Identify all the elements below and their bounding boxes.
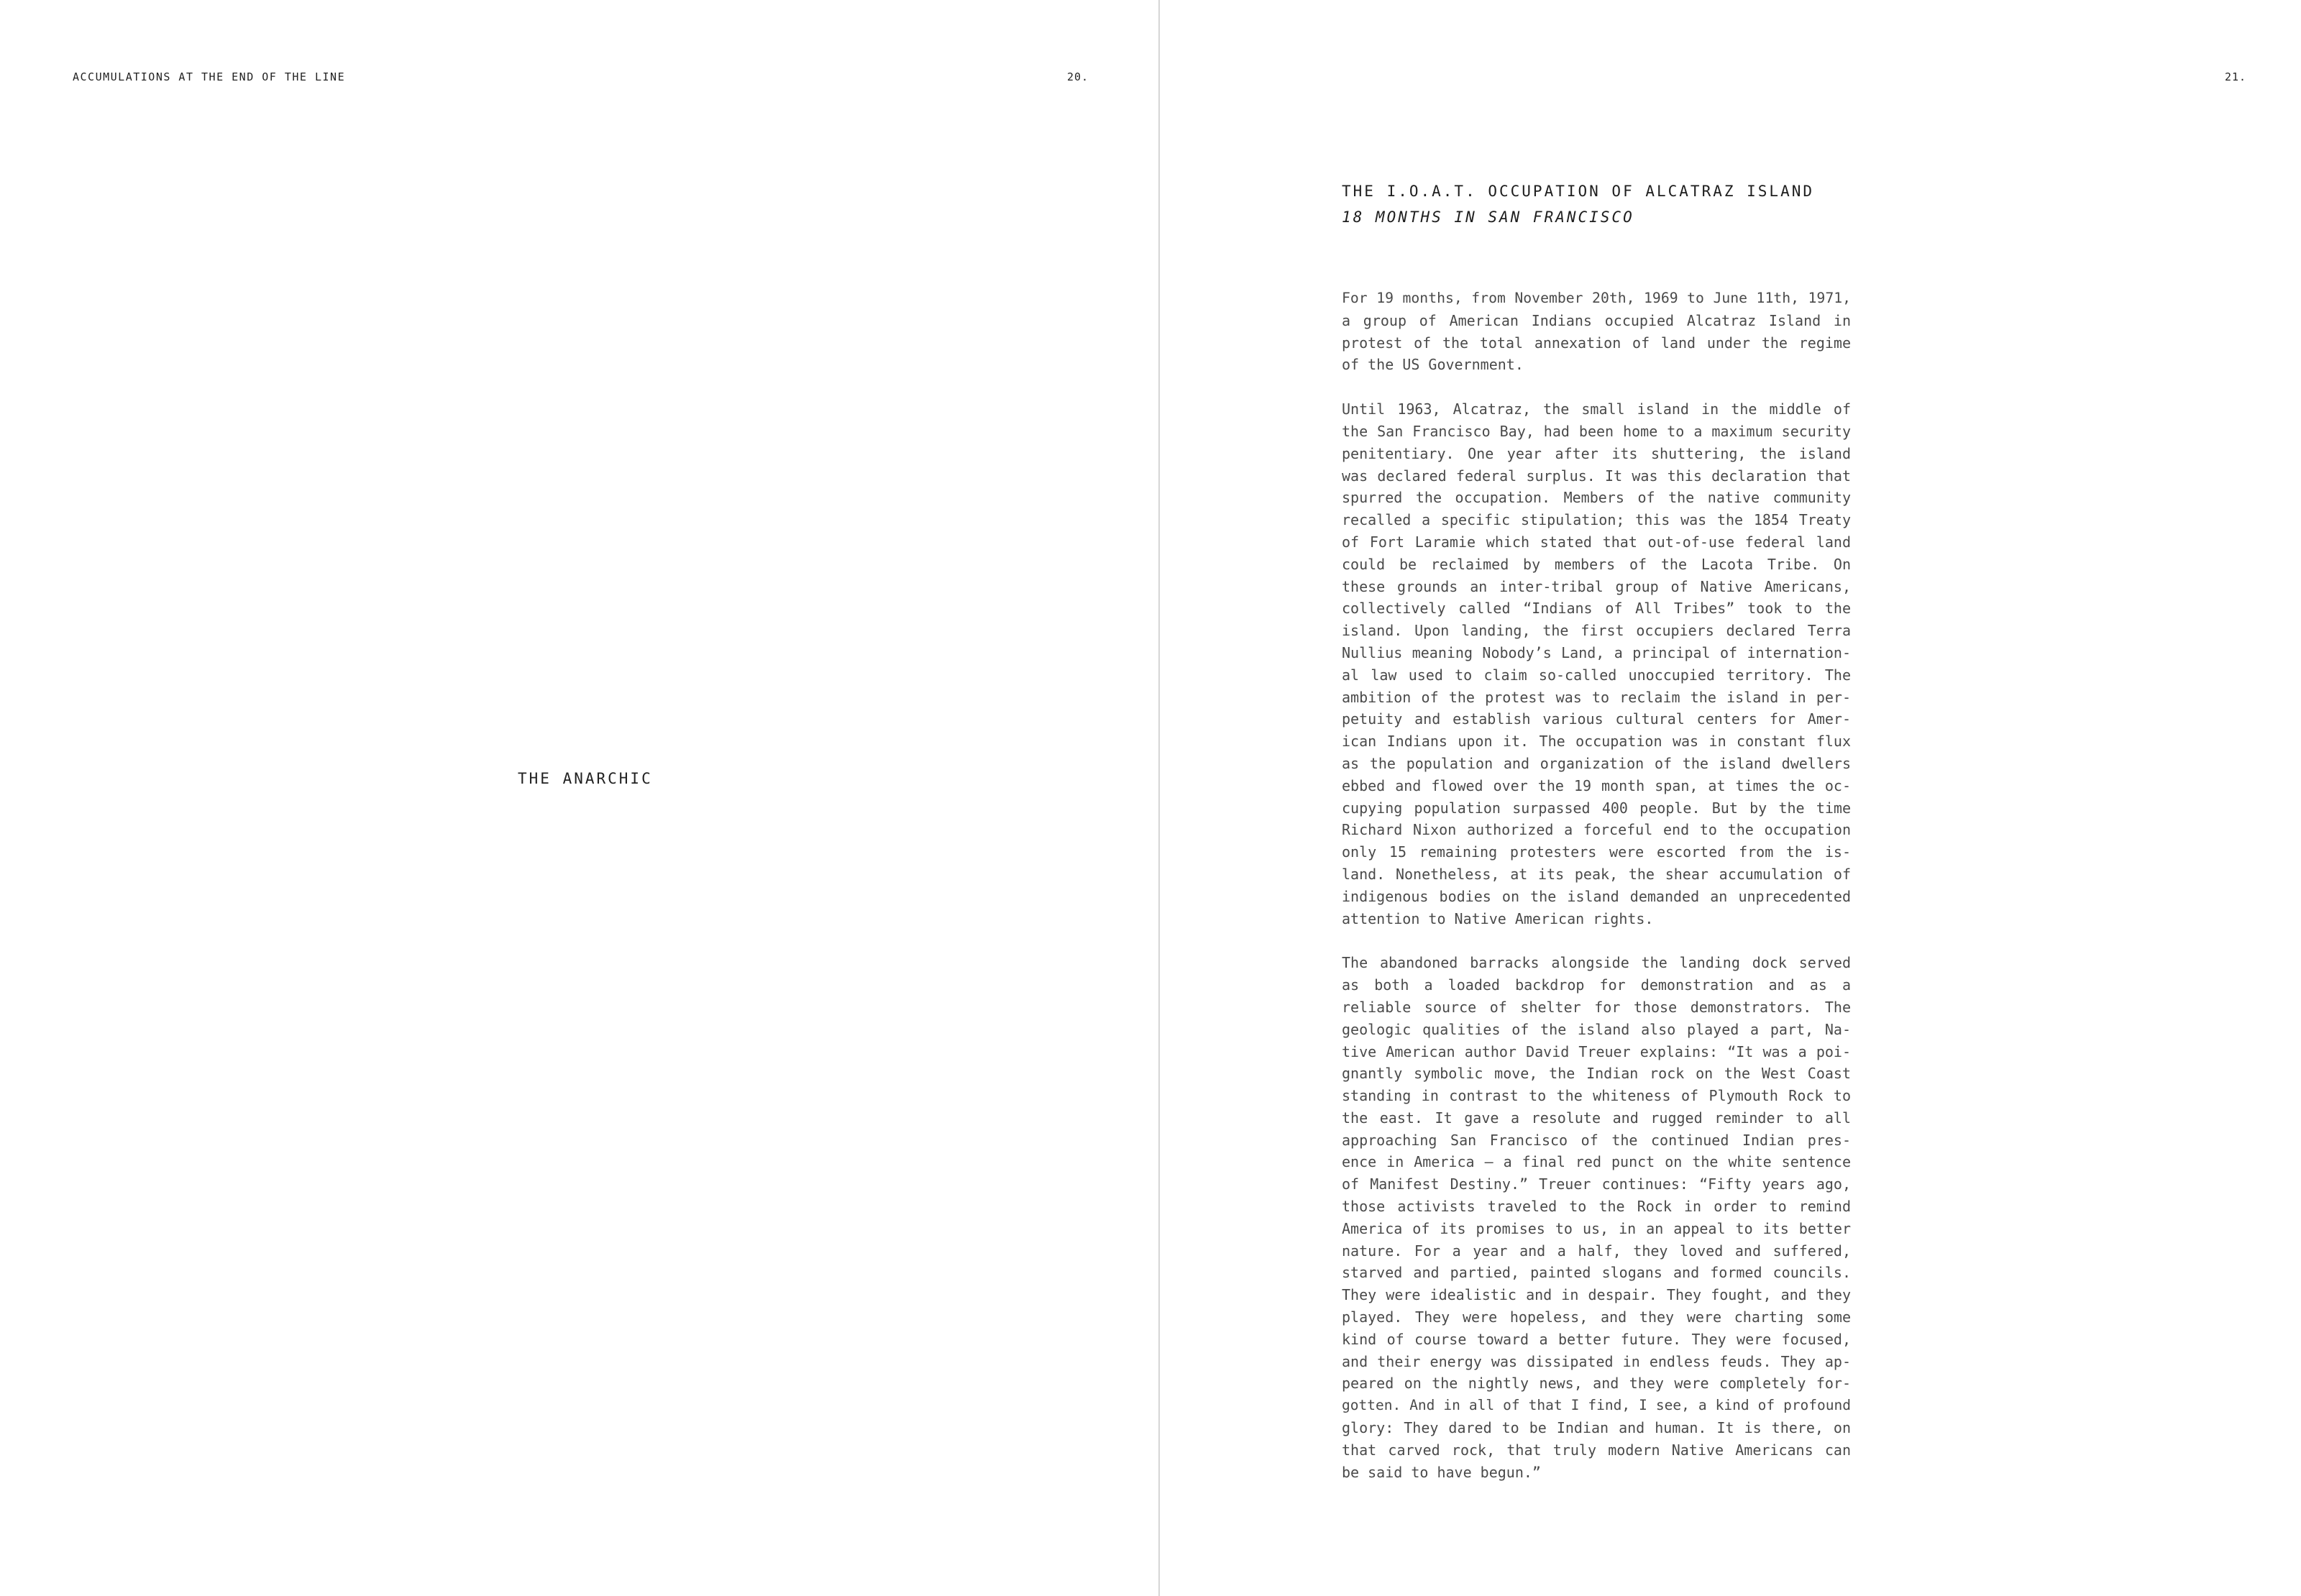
text-line: that carved rock, that truly modern Native Americans can: [1342, 1441, 1851, 1459]
text-line: penitentiary. One year after its shuttering, the island: [1342, 444, 1851, 462]
text-line: of Manifest Destiny.” Treuer continues: “Fifty years ago,: [1342, 1175, 1851, 1193]
text-line: could be reclaimed by members of the Lacota Tribe. On: [1342, 555, 1851, 573]
page-number-right: 21.: [2225, 70, 2247, 83]
text-line: indigenous bodies on the island demanded an unprecedented: [1342, 887, 1851, 905]
text-line: ebbed and flowed over the 19 month span, at times the oc-: [1342, 776, 1851, 794]
text-line: and their energy was dissipated in endless feuds. They ap-: [1342, 1352, 1851, 1370]
text-line: Richard Nixon authorized a forceful end to the occupation: [1342, 821, 1851, 839]
text-line: starved and partied, painted slogans and formed councils.: [1342, 1264, 1851, 1282]
text-line: nature. For a year and a half, they loved and suffered,: [1342, 1242, 1851, 1260]
text-line: glory: They dared to be Indian and human. It is there, on: [1342, 1419, 1851, 1437]
text-line: as the population and organization of the island dwellers: [1342, 754, 1851, 772]
text-line: of the US Government.: [1342, 356, 1524, 374]
article: [1342, 178, 1851, 1505]
text-line: spurred the occupation. Members of the native community: [1342, 489, 1851, 507]
text-line: approaching San Francisco of the continued Indian pres-: [1342, 1131, 1851, 1149]
text-line: ican Indians upon it. The occupation was in constant flux: [1342, 733, 1851, 751]
running-head: ACCUMULATIONS AT THE END OF THE LINE: [73, 70, 346, 83]
text-line: ambition of the protest was to reclaim the island in per-: [1342, 688, 1851, 706]
text-line: island. Upon landing, the first occupiers declared Terra: [1342, 622, 1851, 640]
text-line: tive American author David Treuer explains: “It was a poi-: [1342, 1042, 1851, 1060]
page-number-left: 20.: [1067, 70, 1089, 83]
text-line: the east. It gave a resolute and rugged reminder to all: [1342, 1109, 1851, 1127]
text-line: collectively called “Indians of All Tribes” took to the: [1342, 600, 1851, 618]
text-line: For 19 months, from November 20th, 1969 to June 11th, 1971,: [1342, 290, 1851, 306]
text-line: reliable source of shelter for those demonstrators. The: [1342, 998, 1851, 1016]
text-line: gotten. And in all of that I find, I see, a kind of profound: [1342, 1397, 1851, 1414]
text-line: gnantly symbolic move, the Indian rock on the West Coast: [1342, 1065, 1851, 1083]
text-line: played. They were hopeless, and they were charting some: [1342, 1308, 1851, 1326]
text-line: geologic qualities of the island also played a part, Na-: [1342, 1020, 1851, 1038]
text-line: Until 1963, Alcatraz, the small island in the middle of: [1342, 400, 1851, 418]
text-line: the San Francisco Bay, had been home to a maximum security: [1342, 422, 1851, 440]
text-line: those activists traveled to the Rock in order to remind: [1342, 1198, 1851, 1216]
text-line: The abandoned barracks alongside the landing dock served: [1342, 954, 1851, 972]
text-line: They were idealistic and in despair. They fought, and they: [1342, 1286, 1851, 1304]
text-line: land. Nonetheless, at its peak, the shear accumulation of: [1342, 865, 1851, 883]
article-subtitle: 18 MONTHS IN SAN FRANCISCO: [1342, 208, 1634, 226]
text-line: standing in contrast to the whiteness of Plymouth Rock to: [1342, 1087, 1851, 1105]
text-line: kind of course toward a better future. They were focused,: [1342, 1330, 1851, 1348]
text-line: only 15 remaining protesters were escorted from the is-: [1342, 843, 1851, 861]
text-line: petuity and establish various cultural centers for Amer-: [1342, 710, 1851, 728]
article-title: THE I.O.A.T. OCCUPATION OF ALCATRAZ ISLAND: [1342, 183, 1815, 200]
text-line: a group of American Indians occupied Alcatraz Island in: [1342, 311, 1851, 329]
text-line: ence in America — a final red punct on the white sentence: [1342, 1153, 1851, 1171]
text-line: these grounds an inter-tribal group of Native Americans,: [1342, 577, 1851, 595]
text-line: peared on the nightly news, and they were completely for-: [1342, 1375, 1851, 1393]
text-line: cupying population surpassed 400 people. But by the time: [1342, 799, 1851, 817]
text-line: al law used to claim so-called unoccupied territory. The: [1342, 666, 1851, 684]
text-line: was declared federal surplus. It was this declaration that: [1342, 467, 1851, 485]
text-line: of Fort Laramie which stated that out-of-use federal land: [1342, 533, 1851, 551]
text-line: be said to have begun.”: [1342, 1463, 1541, 1481]
body-paragraph: [1342, 288, 1851, 376]
article-body: [1342, 288, 1851, 1483]
body-paragraph: [1342, 398, 1851, 930]
section-title: THE ANARCHIC: [518, 770, 653, 787]
left-page: [0, 0, 1158, 1582]
text-line: recalled a specific stipulation; this was the 1854 Treaty: [1342, 511, 1851, 529]
text-line: protest of the total annexation of land under the regime: [1342, 334, 1851, 352]
text-line: America of its promises to us, in an appeal to its better: [1342, 1219, 1851, 1237]
text-line: attention to Native American rights.: [1342, 909, 1654, 927]
text-line: Nullius meaning Nobody’s Land, a principal of internation-: [1342, 643, 1851, 661]
text-line: as both a loaded backdrop for demonstration and as a: [1342, 976, 1851, 994]
body-paragraph: [1342, 952, 1851, 1483]
